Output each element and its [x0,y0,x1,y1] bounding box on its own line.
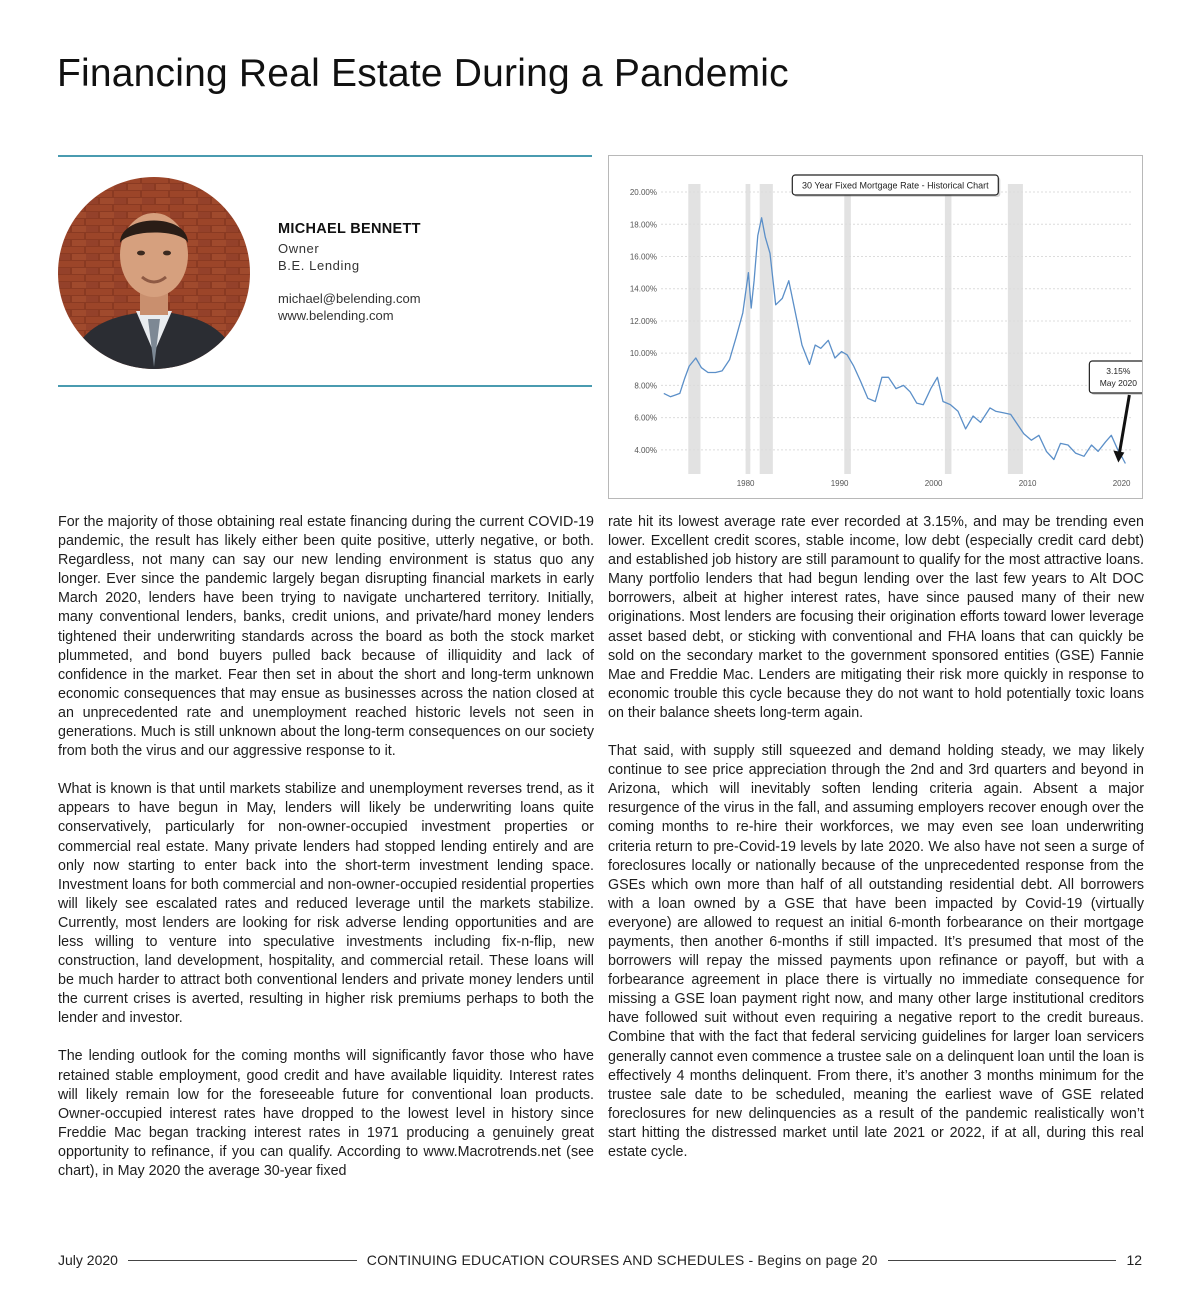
y-tick-label: 6.00% [634,413,657,423]
paragraph: That said, with supply still squeezed and demand holding steady, we may likely continue to see price appreciation through the 2nd and 3rd quarters and beyond in Arizona, which will inevitably soften lending criteria again. Absent a major resurgence of the virus in the fall, and assuming employers recover enough over the coming months to re-hire their workforces, we may even see loan underwriting criteria return to pre-Covid-19 levels by late 2020. We also have not seen a surge of foreclosures locally or nationally because of the unprecedented response from the GSEs which own more than half of all outstanding residential debt. All borrowers with a loan owned by a GSE that have been impacted by Covid-19 (virtually everyone) are allowed to request an initial 6-month forbearance on their mortgage payments, then another 6-months if still impacted. It’s presumed that most of the borrowers will repay the missed payments upon refinance or payoff, but with a forbearance agreement in place there is virtually no immediate consequence for missing a GSE loan payment right now, and many other large institutional creditors have followed suit without even requiring a negative report to the credit bureaus. Combine that with the fact that federal servicing guidelines for larger loan servicers generally cannot even commence a trustee sale on a delinquent loan until the loan is effectively 4 months delinquent. From there, it’s another 3 months minimum for the trustee sale date to be scheduled, meaning the earliest wave of GSE related foreclosures for new delinquencies as a result of the pandemic realistically won’t start hitting the distressed market until late 2021 or 2022, if at all, during this real estate cycle. [608,743,1144,1160]
body-column-right [608,513,1144,1181]
recession-band [760,184,773,474]
page-footer [58,1250,1142,1270]
recession-band [688,184,700,474]
y-tick-label: 16.00% [629,252,657,262]
paragraph: rate hit its lowest average rate ever recorded at 3.15%, and may be trending even lower. Excellent credit scores, stable income, low debt (especially credit card debt) and established job history are still paramount to qualify for the most attractive loans. Many portfolio lenders that had begun lending over the last few years to Alt DOC borrowers, albeit at higher interest rates, have since paused many of their new originations. Most lenders are focusing their origination efforts toward lower leverage asset based debt, or sticking with conventional and FHA loans that can quickly be sold on the secondary market to the government sponsored entities (GSE) Fannie Mae and Freddie Mac. Lenders are mitigating their risk more quickly in response to economic trouble this cycle because they do not want to hold potentially toxic loans on their balance sheets long-term again. [608,514,1144,721]
x-tick-label: 2020 [1112,479,1131,488]
paragraph: What is known is that until markets stabilize and unemployment reverses trend, as it appears to have begun in May, lenders will likely be underwriting loans quite conservatively, particularly for non-owner-occupied investment properties or commercial real estate. Many private lenders had stopped lending entirely and are only now starting to enter back into the short-term investment lending space. Investment loans for both commercial and non-owner-occupied residential properties will likely see escalated rates and reduced leverage until the markets stabilize. Currently, most lenders are looking for risk adverse lending opportunities and are less willing to venture into speculative investments including fix-n-flip, new construction, land development, hospitality, and commercial retail. These loans will be much harder to attract both conventional lenders and private money lenders until the current crises is averted, resulting in higher risk premiums perhaps to both the lender and investor. [58,781,594,1027]
recession-band [1008,184,1023,474]
x-tick-label: 2010 [1018,479,1037,488]
y-tick-label: 10.00% [629,349,657,359]
footer-rule-left [128,1260,357,1261]
chart-canvas [609,156,1142,498]
footer-date: July 2020 [58,1252,118,1268]
recession-band [844,184,851,474]
x-tick-label: 2000 [924,479,943,488]
top-divider [58,155,592,157]
bottom-divider [58,385,592,387]
x-tick-label: 1990 [830,479,849,488]
annotation-value: 3.15% [1106,366,1131,376]
annotation-date: May 2020 [1099,378,1138,388]
author-photo [58,177,250,369]
body-column-left [58,513,594,1200]
paragraph: For the majority of those obtaining real estate financing during the current COVID-19 pandemic, the result has likely either been quite positive, utterly negative, or both. Regardless, not many can say our new lending environment is status quo any longer. Ever since the pandemic largely began disrupting financial markets in early March 2020, lenders have been trying to navigate unchartered territory. Initially, many conventional lenders, banks, credit unions, and private/hard money lenders tightened their underwriting standards across the board as both the stock market plummeted, and bond buyers pulled back because of illiquidity and lack of confidence in the market. Fear then set in about the short and long-term unknown economic consequences that may ensue as businesses across the nation closed at an unprecedented rate and unemployment reached historic levels not seen in generations. Much is still unknown about the long-term consequences on our society from both the virus and our aggressive response to it. [58,514,594,760]
mortgage-rate-chart [608,155,1143,499]
chart-title: 30 Year Fixed Mortgage Rate - Historical Chart [802,180,989,191]
author-company: B.E. Lending [278,258,360,273]
annotation-arrow-head [1113,451,1124,463]
author-email[interactable]: michael@belending.com [278,291,421,306]
recession-band [746,184,751,474]
y-tick-label: 14.00% [629,284,657,294]
rate-series-line [664,218,1126,464]
footer-promo: CONTINUING EDUCATION COURSES AND SCHEDULES - Begins on page 20 [366,1252,878,1268]
author-name: MICHAEL BENNETT [278,221,421,237]
author-block [278,221,421,324]
page-number: 12 [1126,1252,1143,1268]
annotation-arrow-shaft [1119,395,1129,454]
x-tick-label: 1980 [736,479,755,488]
recession-band [945,184,952,474]
paragraph: The lending outlook for the coming months will significantly favor those who have retained stable employment, good credit and have available liquidity. Interest rates will likely remain low for the foreseeable future for conventional loan products. Owner-occupied interest rates have dropped to the lowest level in history since Freddie Mac began tracking interest rates in 1971 producing a genuinely great opportunity to refinance, if you can qualify. According to www.Macrotrends.net (see chart), in May 2020 the average 30-year fixed [58,1048,594,1179]
author-role: Owner [278,241,320,256]
y-tick-label: 12.00% [629,316,657,326]
y-tick-label: 4.00% [634,445,657,455]
author-website[interactable]: www.belending.com [278,308,394,323]
footer-rule-right [888,1260,1117,1261]
y-tick-label: 8.00% [634,381,657,391]
y-tick-label: 18.00% [629,220,657,230]
y-tick-label: 20.00% [629,188,657,198]
article-title: Financing Real Estate During a Pandemic [57,52,789,95]
